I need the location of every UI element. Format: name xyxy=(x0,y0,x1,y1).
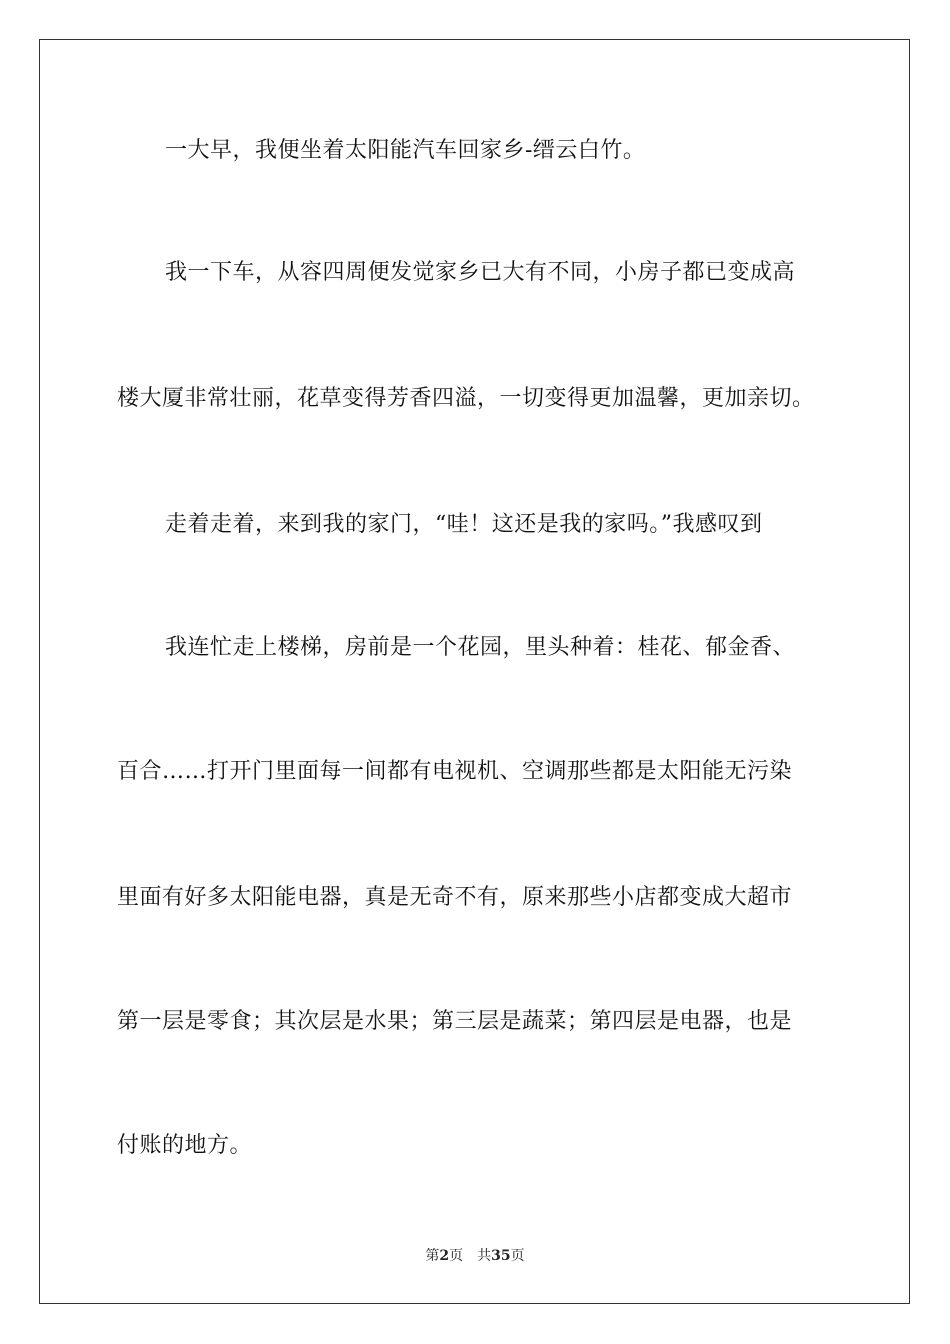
paragraph-line: 我一下车，从容四周便发觉家乡已大有不同，小房子都已变成高 xyxy=(165,260,796,285)
total-pages: 35 xyxy=(491,1248,511,1264)
page-number: 2 xyxy=(439,1248,450,1264)
paragraph-line: 百合……打开门里面每一间都有电视机、空调那些都是太阳能无污染 xyxy=(117,759,793,784)
page-border xyxy=(39,39,910,1304)
total-prefix: 共 xyxy=(477,1248,492,1264)
page-suffix: 页 xyxy=(449,1248,464,1264)
paragraph-line: 里面有好多太阳能电器，真是无奇不有，原来那些小店都变成大超市 xyxy=(117,885,793,910)
page-prefix: 第 xyxy=(425,1248,440,1264)
paragraph-line: 第一层是零食；其次层是水果；第三层是蔬菜；第四层是电器，也是 xyxy=(117,1009,793,1034)
paragraph-line: 付账的地方。 xyxy=(117,1133,253,1158)
total-suffix: 页 xyxy=(510,1248,525,1264)
paragraph-line: 走着走着，来到我的家门，“哇！这还是我的家吗。”我感叹到 xyxy=(165,512,763,537)
paragraph-line: 楼大厦非常壮丽，花草变得芳香四溢，一切变得更加温馨，更加亲切。 xyxy=(117,386,815,411)
paragraph-line: 我连忙走上楼梯，房前是一个花园，里头种着：桂花、郁金香、 xyxy=(165,635,796,660)
paragraph-line: 一大早，我便坐着太阳能汽车回家乡-缙云白竹。 xyxy=(165,138,646,163)
page-footer xyxy=(0,1246,950,1266)
